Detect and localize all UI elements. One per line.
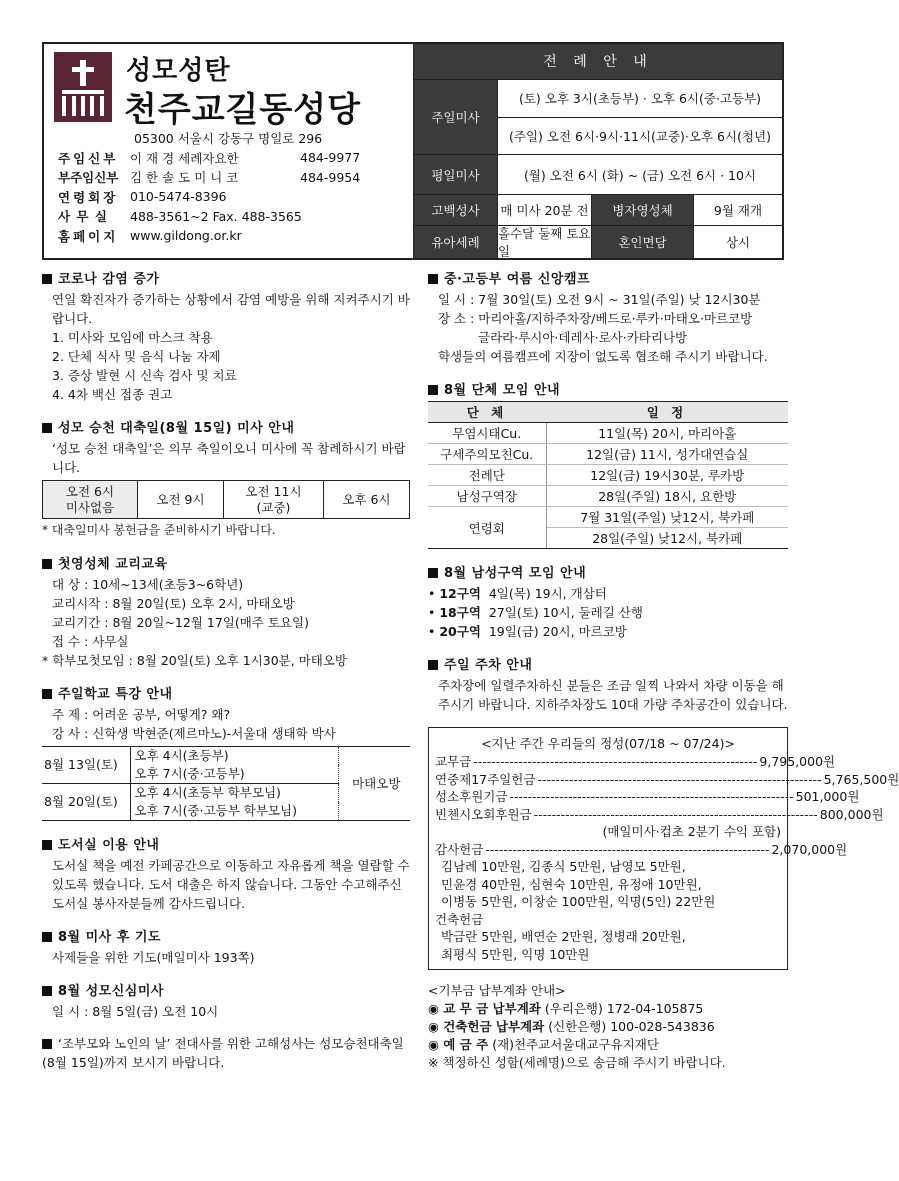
- feast-name: 성모성탄: [126, 56, 231, 86]
- contact-key: 홈페이지: [58, 228, 119, 244]
- assumption-section: [42, 417, 410, 540]
- offering-line: 감사헌금 --------------------------------------------------------------- 2,070,000원: [435, 841, 848, 857]
- marriage-value: 상시: [725, 235, 751, 250]
- donor-line: 최평식 5만원, 익명 10만원: [441, 946, 590, 962]
- camp-date: 일 시 : 7월 30일(토) 오전 9시 ~ 31일(주일) 낮 12시30분: [438, 292, 761, 307]
- marriage-label: 혼인면담: [592, 226, 694, 258]
- liturgy-guide: [414, 44, 782, 258]
- contact-value: 이 재 경 세례자요한: [130, 150, 239, 166]
- sick-communion-label: 병자영성체: [592, 195, 694, 225]
- square-bullet-icon: [42, 1039, 52, 1049]
- library-section: [42, 834, 410, 913]
- table-row: [428, 486, 788, 507]
- mass-time-cell: 오전 9시: [138, 481, 224, 519]
- account-row: ◉ 교 무 금 납부계좌 (우리은행) 172-04-105875: [428, 1001, 704, 1016]
- list-item: • 18구역 27일(토) 10시, 둘레길 산행: [428, 605, 643, 620]
- schedule-place: 마태오방: [338, 747, 410, 821]
- sunday-school-lecturer: 강 사 : 신학생 박현준(제르마노)-서울대 생태학 박사: [52, 726, 336, 741]
- donor-line: 김남례 10만원, 김종식 5만원, 남영모 5만원,: [441, 859, 686, 874]
- offering-note: (매일미사·컵초 2분기 수익 포함): [602, 824, 781, 839]
- list-item: 4. 4차 백신 접종 권고: [52, 387, 173, 402]
- heart-mass-text: 일 시 : 8월 5일(금) 오전 10시: [52, 1004, 219, 1019]
- contact-phone: 484-9977: [300, 150, 361, 166]
- group-schedule: 7월 31일(주일) 낮12시, 북카페: [546, 507, 788, 528]
- confession-note-section: [42, 1034, 410, 1072]
- contact-row: [58, 168, 390, 188]
- group-name: 무염시태Cu.: [428, 423, 546, 444]
- section-title: ‘조부모와 노인의 날’ 전대사를 위한 고해성사는 성모승천대축일(8월 15일)까지 보시기 바랍니다.: [42, 1036, 404, 1070]
- corona-intro: 연일 확진자가 증가하는 상황에서 감염 예방을 위해 지켜주시기 바랍니다.: [52, 292, 410, 326]
- liturgy-guide-title: 전 례 안 내: [414, 44, 782, 80]
- assumption-text: ‘성모 승천 대축일’은 의무 축일이오니 미사에 꼭 참례하시기 바랍니다.: [52, 441, 406, 475]
- group-name: 전례단: [428, 465, 546, 486]
- mass-time-cell: 오후 6시: [323, 481, 409, 519]
- church-logo-icon: [54, 52, 112, 122]
- parking-section: [428, 654, 788, 714]
- table-row: [428, 465, 788, 486]
- list-item: 2. 단체 식사 및 음식 나눔 자제: [52, 349, 221, 364]
- column-header: 일 정: [546, 402, 788, 423]
- section-title: 8월 남성구역 모임 안내: [428, 562, 788, 581]
- sick-communion-value: 9월 재개: [713, 203, 763, 218]
- account-row: ◉ 건축헌금 납부계좌 (신한은행) 100-028-543836: [428, 1019, 715, 1034]
- section-title: 8월 단체 모임 안내: [428, 379, 788, 398]
- weekday-mass-row: [414, 155, 782, 195]
- offering-box: [428, 727, 899, 970]
- schedule-date: 8월 13일(토): [42, 747, 130, 784]
- church-info-panel: [44, 44, 414, 258]
- contact-key: 주임신부: [58, 150, 119, 166]
- section-title: 8월 미사 후 기도: [42, 926, 410, 945]
- group-name: 남성구역장: [428, 486, 546, 507]
- donor-line: 민윤경 40만원, 심현숙 10만원, 유정애 10만원,: [441, 876, 702, 892]
- group-schedule: 11일(목) 20시, 마리아홀: [546, 423, 788, 444]
- confession-label: 고백성사: [414, 195, 498, 225]
- section-title: 성모 승천 대축일(8월 15일) 미사 안내: [42, 417, 410, 436]
- donor-line: 이병동 5만원, 이창순 100만원, 익명(5인) 22만원: [441, 894, 716, 909]
- contact-row: [58, 187, 390, 207]
- contact-phone: 484-9954: [300, 169, 361, 185]
- contact-value: 김 한 솔 도 미 니 코: [130, 170, 239, 186]
- communion-note: * 학부모첫모임 : 8월 20일(토) 오후 1시30분, 마태오방: [42, 653, 347, 668]
- square-bullet-icon: [428, 385, 438, 395]
- groups-table: [428, 401, 788, 549]
- men-district-section: [428, 562, 788, 641]
- group-schedule: 28일(주일) 18시, 요한방: [546, 486, 788, 507]
- baptism-label: 유아세례: [414, 226, 498, 258]
- square-bullet-icon: [42, 840, 52, 850]
- contact-row: [58, 226, 390, 246]
- baptism-row: [414, 226, 782, 258]
- contact-value: 488-3561~2 Fax. 488-3565: [130, 208, 302, 224]
- table-row: [428, 507, 788, 528]
- offering-line: 교무금 --------------------------------------------------------------- 9,795,000원: [435, 754, 836, 769]
- section-title: 8월 성모신심미사: [42, 980, 410, 999]
- church-name: 천주교길동성당: [124, 90, 361, 130]
- offering-line: 빈첸시오회후원금 --------------------------------------------------------------- 800,000원: [435, 806, 884, 822]
- section-title: 코로나 감염 증가: [42, 268, 410, 287]
- list-item: 3. 증상 발현 시 신속 검사 및 치료: [52, 368, 237, 383]
- communion-line: 교리기간 : 8월 20일~12월 17일(매주 토요일): [52, 615, 309, 630]
- offering-title: <지난 주간 우리들의 정성(07/18 ~ 07/24)>: [481, 736, 735, 751]
- group-schedule: 12일(금) 19시30분, 루카방: [546, 465, 788, 486]
- square-bullet-icon: [42, 932, 52, 942]
- accounts-note: ※ 책정하신 성함(세례명)으로 송금해 주시기 바랍니다.: [428, 1055, 726, 1070]
- camp-text: 학생들의 여름캠프에 지장이 없도록 협조해 주시기 바랍니다.: [438, 349, 768, 364]
- sunday-mass-sunday: (주일) 오전 6시·9시·11시(교중)·오후 6시(청년): [509, 128, 771, 144]
- corona-section: [42, 268, 410, 404]
- assumption-mass-table: [42, 480, 410, 519]
- prayer-text: 사제들을 위한 기도(매일미사 193쪽): [52, 950, 255, 965]
- confession-row: [414, 195, 782, 226]
- group-name: 구세주의모친Cu.: [428, 444, 546, 465]
- schedule-time: 오후 4시(초등부): [134, 748, 229, 763]
- weekday-mass-value: (월) 오전 6시 (화) ~ (금) 오전 6시 · 10시: [523, 167, 757, 183]
- communion-section: [42, 553, 410, 670]
- square-bullet-icon: [428, 274, 438, 284]
- group-schedule: 28일(주일) 낮12시, 북카페: [546, 528, 788, 549]
- schedule-time: 오후 7시(중·고등부 학부모님): [134, 803, 297, 818]
- square-bullet-icon: [42, 423, 52, 433]
- heart-mass-section: [42, 980, 410, 1021]
- schedule-date: 8월 20일(토): [42, 784, 130, 821]
- donor-line: 박금란 5만원, 배연순 2만원, 정병래 20만원,: [441, 929, 686, 944]
- parking-text: 주차장에 일렬주차하신 분들은 조금 일찍 나와서 차량 이동을 해 주시기 바랍니다. 지하주차장도 10대 가량 주차공간이 있습니다.: [438, 678, 788, 712]
- schedule-time: 오후 4시(초등부 학부모님): [134, 785, 281, 800]
- account-row: ◉ 예 금 주 (재)천주교서울대교구유지재단: [428, 1037, 659, 1052]
- accounts-title: <기부금 납부계좌 안내>: [428, 983, 566, 998]
- schedule-time: 오후 7시(중·고등부): [130, 765, 338, 784]
- library-text: 도서실 책을 예전 카페공간으로 이동하고 자유롭게 책을 열람할 수 있도록 했습니다. 도서 대출은 하지 않습니다. 그동안 수고해주신 도서실 봉사자분들께 감사드립니다.: [52, 858, 410, 911]
- list-item: 1. 미사와 모임에 마스크 착용: [52, 330, 213, 345]
- sunday-mass-saturday: (토) 오후 3시(초등부) · 오후 6시(중·고등부): [498, 80, 782, 118]
- sunday-mass-row: [414, 80, 782, 155]
- contact-list: [58, 148, 390, 246]
- section-title: 도서실 이용 안내: [42, 834, 410, 853]
- table-row: [428, 444, 788, 465]
- camp-place: 장 소 : 마리아홀/지하주차장/베드로·루카·마태오·마르코방: [438, 311, 753, 326]
- section-title: 주일학교 특강 안내: [42, 683, 410, 702]
- communion-line: 접 수 : 사무실: [52, 634, 129, 649]
- assumption-note: * 대축일미사 봉헌금을 준비하시기 바랍니다.: [42, 523, 276, 537]
- list-item: • 12구역 4일(목) 19시, 개삼터: [428, 586, 607, 601]
- camp-place-cont: 글라라·루시아·데레사·로사·카타리나방: [478, 330, 688, 345]
- offering-line: 연중제17주일헌금 --------------------------------------------------------------- 5,765,500원: [435, 771, 899, 787]
- sunday-school-schedule: [42, 746, 410, 821]
- weekday-mass-label: 평일미사: [414, 155, 498, 194]
- confession-value: 매 미사 20분 전: [498, 195, 592, 225]
- offering-line: 성소후원기금 --------------------------------------------------------------- 501,000원: [435, 789, 860, 804]
- group-schedule: 12일(금) 11시, 성가대연습실: [546, 444, 788, 465]
- communion-line: 대 상 : 10세~13세(초등3~6학년): [52, 577, 244, 592]
- contact-key: 연령회장: [58, 189, 119, 205]
- building-fund-label: 건축헌금: [435, 911, 484, 927]
- square-bullet-icon: [428, 568, 438, 578]
- section-title: 첫영성체 교리교육: [42, 553, 410, 572]
- square-bullet-icon: [42, 559, 52, 569]
- groups-section: [428, 379, 788, 549]
- right-column: [428, 268, 899, 1072]
- contact-row: [58, 148, 390, 168]
- camp-section: [428, 268, 788, 366]
- homepage-link[interactable]: www.gildong.or.kr: [130, 228, 242, 244]
- contact-value: 010-5474-8396: [130, 189, 227, 205]
- square-bullet-icon: [42, 689, 52, 699]
- prayer-section: [42, 926, 410, 967]
- section-title: 중·고등부 여름 신앙캠프: [428, 268, 788, 287]
- square-bullet-icon: [42, 986, 52, 996]
- communion-line: 교리시작 : 8월 20일(토) 오후 2시, 마태오방: [52, 596, 295, 611]
- square-bullet-icon: [42, 274, 52, 284]
- group-name: 연령회: [428, 507, 546, 549]
- left-column: [42, 268, 410, 1085]
- square-bullet-icon: [428, 660, 438, 670]
- sunday-school-section: [42, 683, 410, 821]
- contact-key: 부주임신부: [58, 170, 119, 186]
- bulletin-header: [42, 42, 784, 260]
- accounts-section: [428, 982, 788, 1072]
- mass-time-cell: 오전 6시 미사없음: [43, 481, 138, 519]
- mass-time-cell: 오전 11시 (교중): [224, 481, 324, 519]
- contact-key: 사 무 실: [58, 209, 108, 225]
- sunday-school-theme: 주 제 : 어려운 공부, 어떻게? 왜?: [52, 707, 231, 722]
- table-row: [428, 423, 788, 444]
- column-header: 단 체: [428, 402, 546, 423]
- section-title: 주일 주차 안내: [428, 654, 788, 673]
- church-address: 05300 서울시 강동구 명일로 296: [134, 131, 323, 146]
- list-item: • 20구역 19일(금) 20시, 마르코방: [428, 624, 627, 639]
- sunday-mass-label: 주일미사: [414, 80, 498, 154]
- baptism-value: 홀수달 둘째 토요일: [498, 226, 591, 259]
- contact-row: [58, 207, 390, 227]
